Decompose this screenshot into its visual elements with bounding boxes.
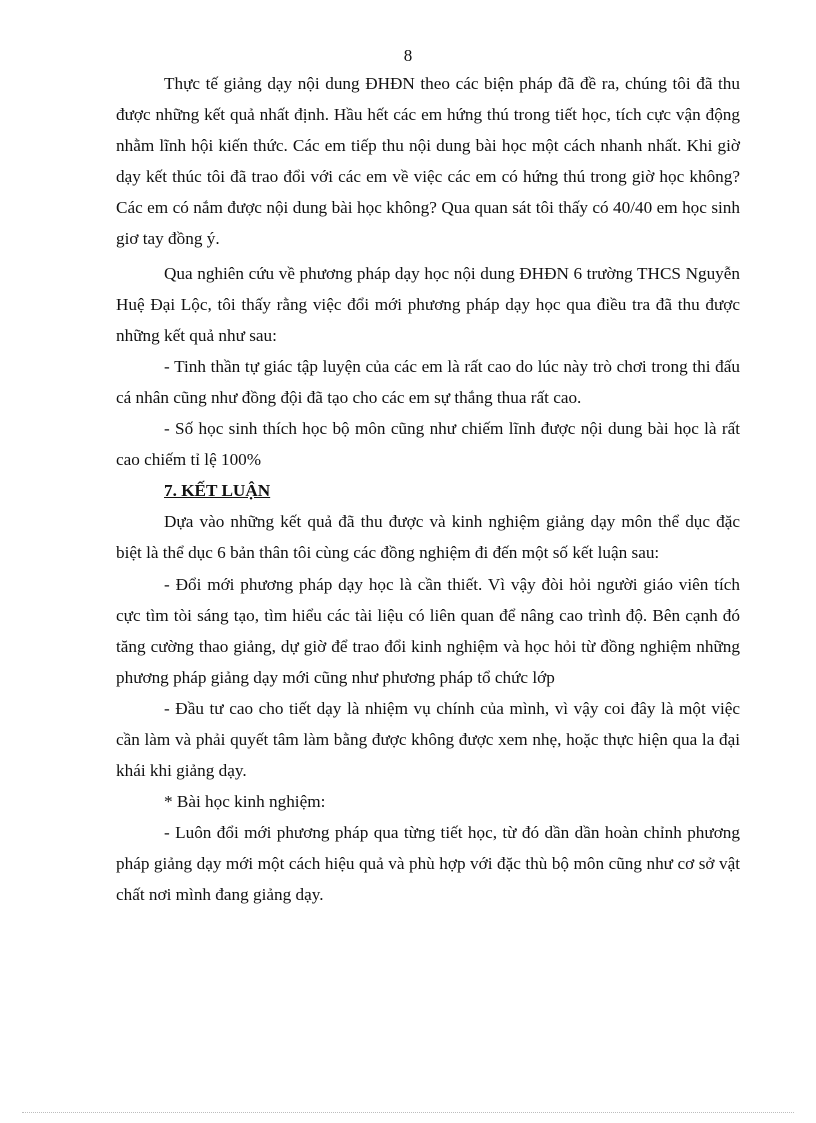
list-item-lesson-investment: - Đầu tư cao cho tiết dạy là nhiệm vụ chính của mình, vì vậy coi đây là một việc cần làm và phải quyết tâm làm bằng được không được xem nhẹ, hoặc thực hiện qua la đại khái khi giảng dạy. bbox=[116, 698, 740, 781]
page-number: 8 bbox=[403, 46, 413, 65]
list-item-method-innovation: - Đổi mới phương pháp dạy học là cần thiết. Vì vậy đòi hỏi người giáo viên tích cực tìm tòi sáng tạo, tìm hiểu các tài liệu có liên quan để nâng cao trình độ. Bên cạnh đó tăng cường thao giảng, dự giờ để trao đổi kinh nghiệm và học hỏi từ đồng nghiệm những phương pháp giảng dạy mới cũng như phương pháp tổ chức lớp bbox=[116, 574, 740, 687]
list-item-self-discipline: - Tinh thần tự giác tập luyện của các em là rất cao do lúc này trò chơi trong thi đấu cá nhân cũng như đồng đội đã tạo cho các em sự thắng thua rất cao. bbox=[116, 356, 740, 407]
section-heading-conclusion: 7. KẾT LUẬN bbox=[164, 481, 271, 501]
list-item-student-interest: - Số học sinh thích học bộ môn cũng như chiếm lĩnh được nội dung bài học là rất cao chiếm tỉ lệ 100% bbox=[116, 419, 740, 470]
lessons-learned-label: * Bài học kinh nghiệm: bbox=[164, 792, 326, 812]
paragraph-research-summary: Qua nghiên cứu về phương pháp dạy học nội dung ĐHĐN 6 trường THCS Nguyễn Huệ Đại Lộc, tôi thấy rằng việc đổi mới phương pháp dạy học qua điều tra đã thu được những kết quả như sau: bbox=[116, 263, 740, 345]
document-body bbox=[116, 68, 740, 911]
page-bottom-divider bbox=[22, 1112, 794, 1113]
paragraph-conclusion-intro: Dựa vào những kết quả đã thu được và kinh nghiệm giảng dạy môn thể dục đặc biệt là thể dục 6 bản thân tôi cùng các đồng nghiệm đi đến một số kết luận sau: bbox=[116, 512, 740, 563]
list-item-continuous-innovation: - Luôn đổi mới phương pháp qua từng tiết học, từ đó dần dần hoàn chỉnh phương pháp giảng dạy mới một cách hiệu quả và phù hợp với đặc thù bộ môn cũng như cơ sở vật chất nơi mình đang giảng dạy. bbox=[116, 823, 740, 905]
paragraph-teaching-results: Thực tế giảng dạy nội dung ĐHĐN theo các biện pháp đã đề ra, chúng tôi đã thu được những kết quả nhất định. Hầu hết các em hứng thú trong tiết học, tích cực vận động nhằm lĩnh hội kiến thức. Các em tiếp thu nội dung bài học một cách nhanh nhất. Khi giờ dạy kết thúc tôi đã trao đổi với các em về việc các em có hứng thú trong giờ học không? Các em có nắm được nội dung bài học không? Qua quan sát tôi thấy có 40/40 em học sinh giơ tay đồng ý. bbox=[116, 74, 740, 249]
